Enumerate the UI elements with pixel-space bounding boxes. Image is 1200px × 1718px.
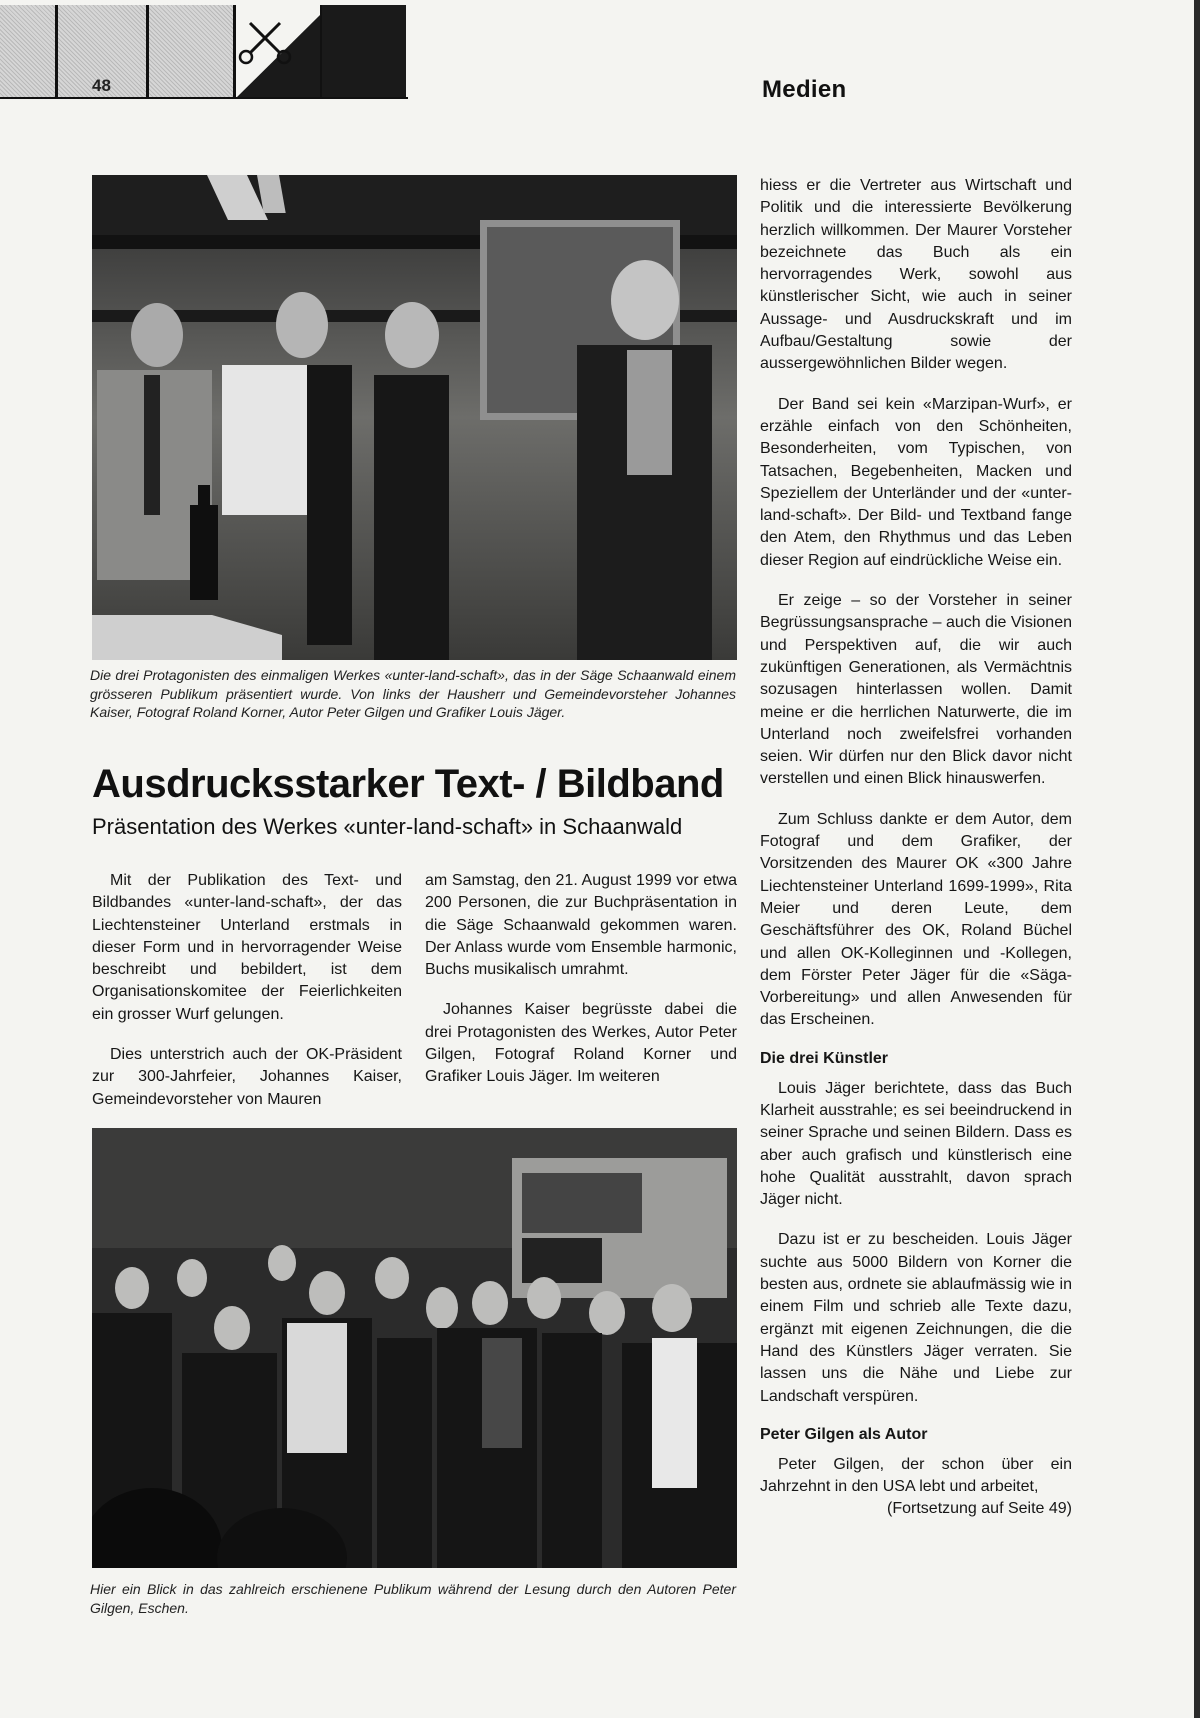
article-paragraph: Zum Schluss dankte er dem Autor, dem Fotograf und dem Grafiker, der Vorsitzenden des Maurer OK «300 Jahre Liechtensteiner Unterland 1699-1999», Rita Meier und deren Leute, dem Geschäftsführer des OK, Roland Büchel und allen OK-Kolleginnen und -Kollegen, dem Förster Peter Jäger für die «Säga-Vorbereitung» und allen Anwesenden für das Erscheinen. bbox=[760, 810, 1072, 1029]
article-paragraph: Dazu ist er zu bescheiden. Louis Jäger suchte aus 5000 Bildern von Korner die besten aus, ordnete sie ablaufmässig wie in einem Film und schrieb alle Texte dazu, ergänzt mit eigenen Zeichnungen, die die Hand des Künstlers Jäger verraten. Sie lassen uns die Nähe und Liebe zur Landschaft verspüren. bbox=[760, 1231, 1072, 1405]
article-paragraph: am Samstag, den 21. August 1999 vor etwa 200 Personen, die zur Buchpräsentation in die Säge Schaanwald gekommen waren. Der Anlass wurde vom Ensemble harmonic, Buchs musikalisch umrahmt. bbox=[425, 872, 737, 979]
top-photo-protagonists bbox=[92, 175, 737, 660]
section-heading-kuenstler: Die drei Künstler bbox=[760, 1049, 889, 1067]
article-headline: Ausdrucksstarker Text- / Bildband bbox=[92, 762, 724, 806]
section-title: Medien bbox=[762, 76, 847, 103]
header-rule bbox=[0, 97, 408, 99]
article-paragraph: Der Band sei kein «Marzipan-Wurf», er erzähle einfach von den Schönheiten, Besonderheiten, vom Typischen, von Tatsachen, Begebenheiten, Macken und Speziellem der Unterländer und der «unter-land-schaft». Der Bild- und Textband fange den Atem, den Rhythmus und das Leben dieser Region auf eindrückliche Weise ein. bbox=[760, 395, 1072, 569]
header-block bbox=[149, 5, 236, 98]
bottom-photo-audience bbox=[92, 1128, 737, 1568]
article-paragraph: Johannes Kaiser begrüsste dabei die drei Protagonisten des Werkes, Autor Peter Gilgen, Fotograf Roland Korner und Grafiker Louis Jäger. Im weiteren bbox=[425, 1001, 737, 1086]
article-paragraph: Peter Gilgen, der schon über ein Jahrzehnt in den USA lebt und arbeitet, bbox=[760, 1455, 1072, 1496]
scissors-logo-icon bbox=[236, 5, 323, 98]
article-paragraph: Er zeige – so der Vorsteher in seiner Begrüssungsansprache – auch die Visionen und Perspektiven auf, die wir auch zukünftigen Generationen, als Vermächtnis sozusagen hinterlassen wollen. Damit meine er die herrlichen Naturwerte, die im Unterland noch zweifelsfrei vorhanden seien. Wir dürfen nur den Blick davor nicht verstellen und einen Blick hinauswerfen. bbox=[760, 592, 1072, 788]
page-number: 48 bbox=[92, 76, 111, 95]
article-paragraph: Dies unterstrich auch der OK-Präsident zur 300-Jahrfeier, Johannes Kaiser, Gemeindevorsteher von Mauren bbox=[92, 1046, 402, 1108]
article-column-3 bbox=[760, 175, 1072, 1539]
article-subheadline: Präsentation des Werkes «unter-land-schaft» in Schaanwald bbox=[92, 814, 683, 839]
header-block bbox=[0, 5, 58, 98]
article-column-1 bbox=[92, 870, 402, 1129]
page-header-bar bbox=[0, 0, 405, 98]
bottom-photo-caption: Hier ein Blick in das zahlreich erschienene Publikum während der Lesung durch den Autoren Peter Gilgen, Eschen. bbox=[90, 1581, 736, 1616]
header-dark-block bbox=[322, 5, 406, 98]
article-paragraph: hiess er die Vertreter aus Wirtschaft und Politik und die interessierte Bevölkerung herzlich willkommen. Der Maurer Vorsteher bezeichnete das Buch als ein hervorragendes Werk, sowohl aus künstlerischer Sicht, wie auch in seiner Aussage- und Ausdruckskraft und im Aufbau/Gestaltung sowie der aussergewöhnlichen Bilder wegen. bbox=[760, 177, 1072, 373]
article-column-2 bbox=[425, 870, 737, 1107]
article-paragraph: Mit der Publikation des Text- und Bildbandes «unter-land-schaft», der das Liechtensteiner Unterland erstmals in dieser Form und in hervorragender Weise beschreibt und bebildert, ist dem Organisationskomitee der Feierlichkeiten ein grosser Wurf gelungen. bbox=[92, 872, 402, 1023]
article-paragraph: Louis Jäger berichtete, dass das Buch Klarheit ausstrahle; es sei beeindruckend in seiner Sprache und seinen Bildern. Dass es aber auch grafisch und künstlerisch eine hohe Qualität ausstrahlt, davon sprach Jäger nicht. bbox=[760, 1079, 1072, 1209]
top-photo-caption: Die drei Protagonisten des einmaligen Werkes «unter-land-schaft», das in der Säge Schaanwald einem grösseren Publikum präsentiert wurde. Von links der Hausherr und Gemeindevorsteher Johannes Kaiser, Fotograf Roland Korner, Autor Peter Gilgen und Grafiker Louis Jäger. bbox=[90, 667, 736, 720]
continuation-note: (Fortsetzung auf Seite 49) bbox=[887, 1500, 1072, 1518]
section-heading-gilgen: Peter Gilgen als Autor bbox=[760, 1425, 928, 1443]
